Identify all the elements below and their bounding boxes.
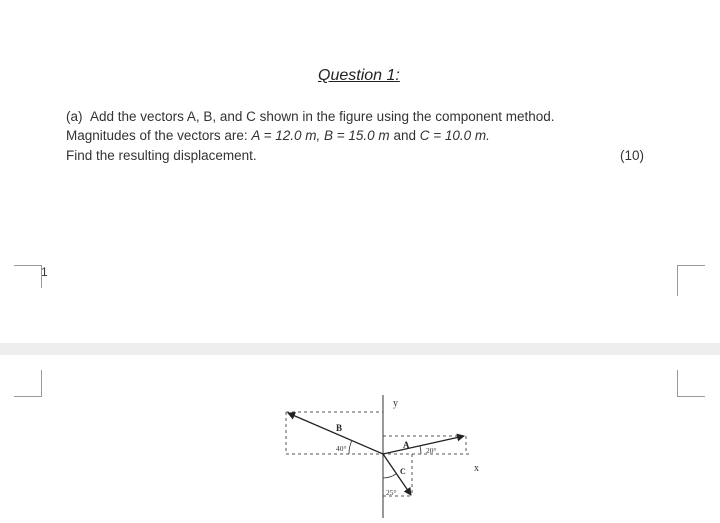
page-separator (0, 343, 720, 355)
angle-b-label: 40° (336, 444, 347, 453)
crop-mark-top-right (677, 265, 705, 296)
magnitudes-a-b: A = 12.0 m, B = 15.0 m (251, 128, 390, 143)
part-a-instruction: Add the vectors A, B, and C shown in the figure using the component method. (90, 109, 555, 124)
magnitudes-and: and (389, 128, 420, 143)
page-number: 1 (41, 265, 48, 279)
question-part-a-line-3: Find the resulting displacement. (66, 148, 257, 163)
vector-b-label: B (336, 423, 343, 433)
crop-mark-bottom-left (14, 370, 42, 397)
angle-a-label: 20° (426, 446, 437, 455)
question-part-a-line-2 (66, 128, 490, 143)
part-a-label: (a) (66, 109, 83, 124)
x-axis-label: x (474, 463, 479, 474)
angle-c-arc (383, 474, 396, 478)
magnitudes-prefix: Magnitudes of the vectors are: (66, 128, 252, 143)
crop-mark-top-left (14, 265, 42, 288)
magnitude-c: C = 10.0 m. (419, 128, 490, 143)
vector-figure (270, 390, 500, 518)
question-title: Question 1: (318, 67, 400, 84)
y-axis-label: y (393, 398, 398, 409)
vector-a-label: A (403, 440, 410, 450)
angle-a-arc (420, 446, 421, 454)
vector-c-label: C (400, 467, 406, 476)
crop-mark-bottom-right (677, 370, 705, 397)
vector-diagram (270, 390, 500, 518)
vector-a-arrow (383, 436, 464, 454)
angle-c-label: 25° (386, 488, 397, 497)
angle-b-arc (349, 440, 352, 454)
question-part-a-line-1 (66, 109, 555, 124)
question-marks: (10) (620, 148, 645, 163)
